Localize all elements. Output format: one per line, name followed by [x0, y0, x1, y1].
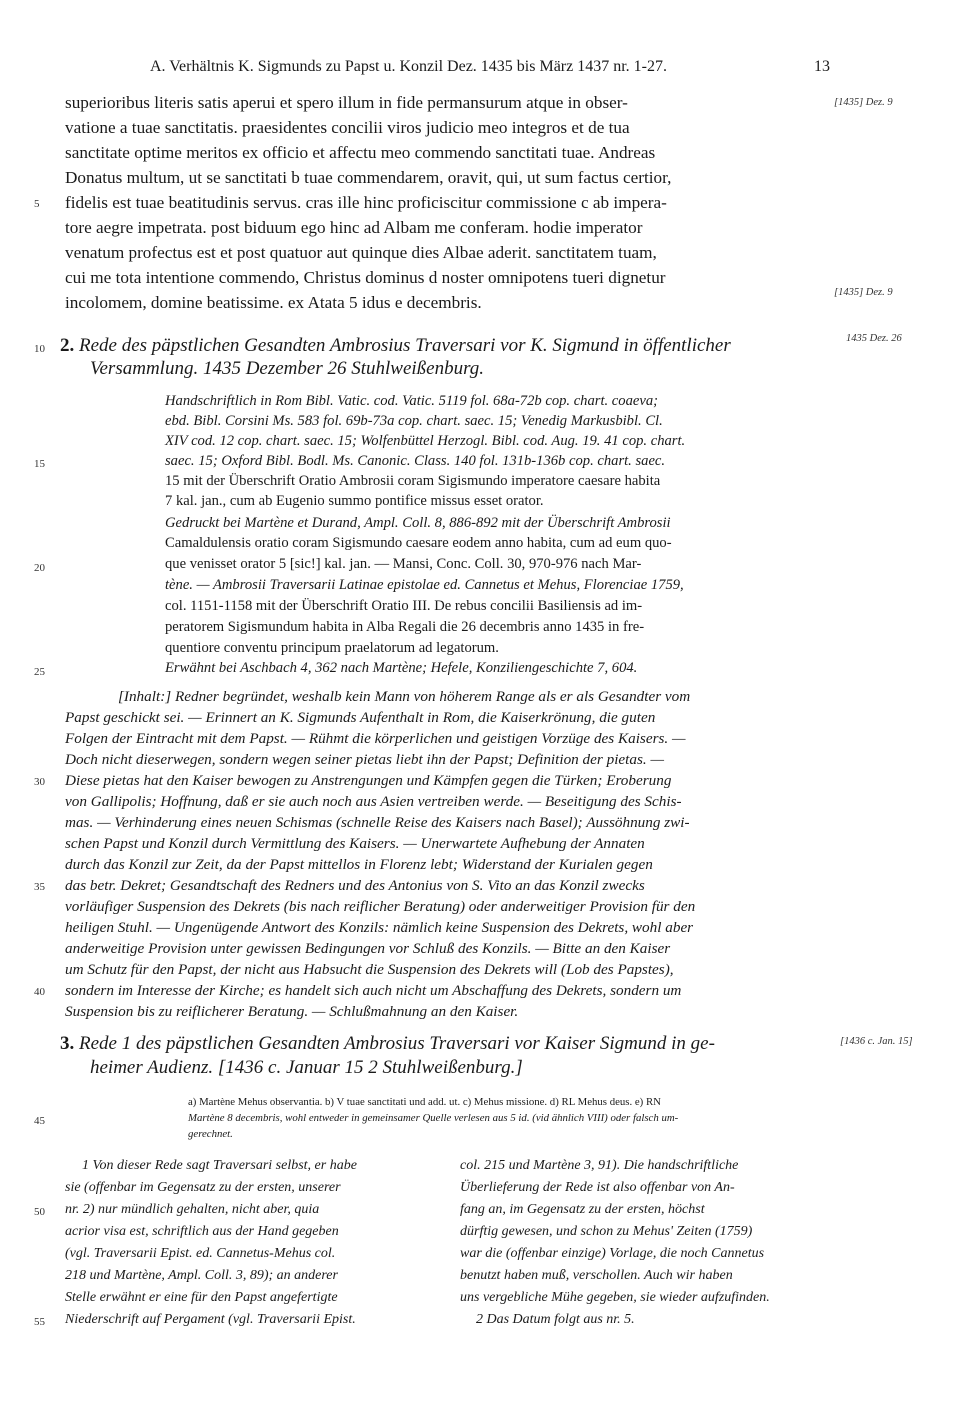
line-number: 15: [34, 458, 45, 470]
footnote-line: Überlieferung der Rede ist also offenbar von An-: [460, 1180, 735, 1195]
source-line: peratorem Sigismundum habita in Alba Regali die 26 decembris anno 1435 in fre-: [165, 619, 645, 635]
variant-line: a) Martène Mehus observantia. b) V tuae sanctitati und add. ut. c) Mehus missione. d) RL Mehus deus. e) RN: [188, 1096, 661, 1108]
footnote-line: Stelle erwähnt er eine für den Papst angefertigte: [65, 1290, 338, 1305]
footnote-line: uns vergebliche Mühe gegeben, sie wieder aufzufinden.: [460, 1290, 770, 1305]
variant-line: gerechnet.: [188, 1128, 233, 1140]
inhalt-line: heiligen Stuhl. — Ungenügende Antwort des Konzils: nämlich keine Suspension des Dekrets, wohl aber: [65, 919, 694, 936]
inhalt-line: Papst geschickt sei. — Erinnert an K. Sigmunds Aufenthalt in Rom, die Kaiserkrönung, die guten: [65, 709, 656, 726]
section-title-text: Rede des päpstlichen Gesandten Ambrosius Traversari vor K. Sigmund in öffentlicher: [79, 335, 731, 356]
line-number: 30: [34, 776, 45, 788]
line-number: 40: [34, 986, 45, 998]
source-line: Erwähnt bei Aschbach 4, 362 nach Martène; Hefele, Konziliengeschichte 7, 604.: [165, 660, 638, 676]
footnote-line: nr. 2) nur mündlich gehalten, nicht aber, quia: [65, 1202, 320, 1217]
line-number: 5: [34, 198, 40, 210]
source-line: ebd. Bibl. Corsini Ms. 583 fol. 69b-73a cop. chart. saec. 15; Venedig Markusbibl. Cl.: [165, 413, 663, 429]
letter-line: incolomem, domine beatissime. ex Atata 5 idus e decembris.: [65, 293, 482, 312]
variant-line: Martène 8 decembris, wohl entweder in gemeinsamer Quelle verlesen aus 5 id. (vid ähnlich VIII) oder falsch um-: [188, 1112, 679, 1124]
section-title-text: Rede 1 des päpstlichen Gesandten Ambrosius Traversari vor Kaiser Sigmund in ge-: [79, 1033, 715, 1054]
line-number: 10: [34, 343, 45, 355]
footnote-line: (vgl. Traversarii Epist. ed. Cannetus-Mehus col.: [65, 1246, 336, 1261]
inhalt-line: [Inhalt:] Redner begründet, weshalb kein Mann von höherem Range als er als Gesandter vom: [118, 688, 691, 705]
inhalt-line: das betr. Dekret; Gesandtschaft des Redners und des Antonius von S. Vito an das Konzil zwecks: [65, 877, 645, 894]
source-line: 15 mit der Überschrift Oratio Ambrosii coram Sigismundo imperatore caesare habita: [165, 473, 661, 489]
section-number: 2.: [60, 335, 75, 356]
inhalt-line: Doch nicht dieserwegen, sondern wegen seiner pietas liebt ihn der Papst; Definition der pietas. —: [65, 751, 664, 768]
running-header: [150, 58, 830, 76]
letter-line: tore aegre impetrata. post biduum ego hinc ad Albam me conferam. hodie imperator: [65, 218, 643, 237]
inhalt-line: anderweitige Provision unter gewissen Bedingungen vor Schluß des Konzils. — Bitte an den Kaiser: [65, 940, 671, 957]
source-line: tène. — Ambrosii Traversarii Latinae epistolae ed. Cannetus et Mehus, Florenciae 1759,: [165, 577, 684, 593]
section-subtitle: Versammlung. 1435 Dezember 26 Stuhlweißenburg.: [90, 358, 485, 379]
footnote-line: war die (offenbar einzige) Vorlage, die noch Cannetus: [460, 1246, 765, 1261]
footnote-line: col. 215 und Martène 3, 91). Die handschriftliche: [460, 1158, 739, 1173]
section-title: [60, 335, 731, 357]
footnote-line: sie (offenbar im Gegensatz zu der ersten, unserer: [65, 1180, 341, 1195]
inhalt-line: durch das Konzil zur Zeit, da der Papst mittellos in Florenz lebt; Widerstand der Kurialen gegen: [65, 856, 653, 873]
inhalt-line: mas. — Verhinderung eines neuen Schismas (schnelle Reise des Kaisers nach Basel); Aussöhnung zwi-: [65, 814, 690, 831]
margin-date: [1435] Dez. 9: [834, 97, 893, 108]
line-number: 35: [34, 881, 45, 893]
inhalt-line: Suspension bis zu reiflicherer Beratung. — Schlußmahnung an den Kaiser.: [65, 1003, 519, 1020]
line-number: 55: [34, 1316, 45, 1328]
section-number: 3.: [60, 1033, 75, 1054]
letter-line: cui me tota intentione commendo, Christus dominus d noster omnipotens tueri dignetur: [65, 268, 666, 287]
source-line: Gedruckt bei Martène et Durand, Ampl. Coll. 8, 886-892 mit der Überschrift Ambrosii: [165, 515, 671, 531]
source-line: XIV cod. 12 cop. chart. saec. 15; Wolfenbüttel Herzogl. Bibl. cod. Aug. 19. 41 cop. chart.: [165, 433, 686, 449]
footnote-line: 2 Das Datum folgt aus nr. 5.: [476, 1312, 635, 1327]
inhalt-line: sondern im Interesse der Kirche; es handelt sich auch nicht um Abschaffung des Dekrets, sondern um: [65, 982, 682, 999]
source-line: col. 1151-1158 mit der Überschrift Oratio III. De rebus concilii Basiliensis ad im-: [165, 598, 643, 614]
source-line: Handschriftlich in Rom Bibl. Vatic. cod. Vatic. 5119 fol. 68a-72b cop. chart. coaeva;: [165, 393, 658, 409]
inhalt-line: schen Papst und Konzil durch Vermittlung des Kaisers. — Unerwartete Aufhebung der Annaten: [65, 835, 645, 852]
inhalt-line: vorläufiger Suspension des Dekrets (bis nach reiflicher Beratung) oder anderweitiger Provision für den: [65, 898, 696, 915]
source-line: quentiore conventu principum praelatorum ad legatorum.: [165, 640, 499, 656]
footnote-line: 1 Von dieser Rede sagt Traversari selbst, er habe: [82, 1158, 357, 1173]
inhalt-line: um Schutz für den Papst, der nicht aus Habsucht die Suspension des Dekrets will (Lob des Papstes),: [65, 961, 674, 978]
letter-line: superioribus literis satis aperui et spero illum in fide permansurum atque in obser-: [65, 93, 628, 112]
inhalt-line: von Gallipolis; Hoffnung, daß er sie auch noch aus Asien vertreiben werde. — Beseitigung des Schis-: [65, 793, 682, 810]
footnote-line: acrior visa est, schriftlich aus der Hand gegeben: [65, 1224, 339, 1239]
source-line: 7 kal. jan., cum ab Eugenio summo pontifice missus esset orator.: [165, 493, 544, 509]
footnote-line: benutzt haben muß, verschollen. Auch wir haben: [460, 1268, 733, 1283]
section-subtitle: heimer Audienz. [1436 c. Januar 15 2 Stuhlweißenburg.]: [90, 1057, 523, 1078]
footnote-line: Niederschrift auf Pergament (vgl. Traversarii Epist.: [65, 1312, 356, 1327]
margin-date: 1435 Dez. 26: [846, 333, 902, 344]
footnote-line: 218 und Martène, Ampl. Coll. 3, 89); an anderer: [65, 1268, 338, 1283]
line-number: 25: [34, 666, 45, 678]
inhalt-line: Diese pietas hat den Kaiser bewogen zu Anstrengungen und Kämpfen gegen die Türken; Eroberung: [65, 772, 672, 789]
source-line: saec. 15; Oxford Bibl. Bodl. Ms. Canonic. Class. 140 fol. 131b-136b cop. chart. saec.: [165, 453, 666, 469]
letter-line: Donatus multum, ut se sanctitati b tuae commendarem, oravit, qui, ut sum factus certior,: [65, 168, 672, 187]
letter-line: sanctitate optime meritos ex officio et affectu meo commendo sanctitati tuae. Andreas: [65, 143, 656, 162]
source-line: Camaldulensis oratio coram Sigismundo caesare eodem anno habita, cum ad eum quo-: [165, 535, 672, 551]
margin-date: [1435] Dez. 9: [834, 287, 893, 298]
footnote-line: fang an, im Gegensatz zu der ersten, höchst: [460, 1202, 705, 1217]
line-number: 50: [34, 1206, 45, 1218]
line-number: 45: [34, 1115, 45, 1127]
section-title: [60, 1033, 715, 1055]
letter-line: fidelis est tuae beatitudinis servus. cras ille hinc proficiscitur commissione c ab impera-: [65, 193, 667, 212]
page-number: 13: [814, 58, 830, 75]
letter-line: vatione a tuae sanctitatis. praesidentes concilii viros judicio meo integros et de tua: [65, 118, 630, 137]
source-line: que venisset orator 5 [sic!] kal. jan. — Mansi, Conc. Coll. 30, 970-976 nach Mar-: [165, 556, 642, 572]
inhalt-line: Folgen der Eintracht mit dem Papst. — Rühmt die körperlichen und geistigen Vorzüge des Kaisers. —: [65, 730, 686, 747]
footnote-line: dürftig gewesen, und schon zu Mehus' Zeiten (1759): [460, 1224, 753, 1239]
margin-date: [1436 c. Jan. 15]: [840, 1036, 913, 1047]
running-title: A. Verhältnis K. Sigmunds zu Papst u. Konzil Dez. 1435 bis März 1437 nr. 1-27.: [150, 58, 667, 75]
letter-line: venatum profectus est et post quatuor aut quinque dies Albae aderit. sanctitatem tuam,: [65, 243, 657, 262]
line-number: 20: [34, 562, 45, 574]
